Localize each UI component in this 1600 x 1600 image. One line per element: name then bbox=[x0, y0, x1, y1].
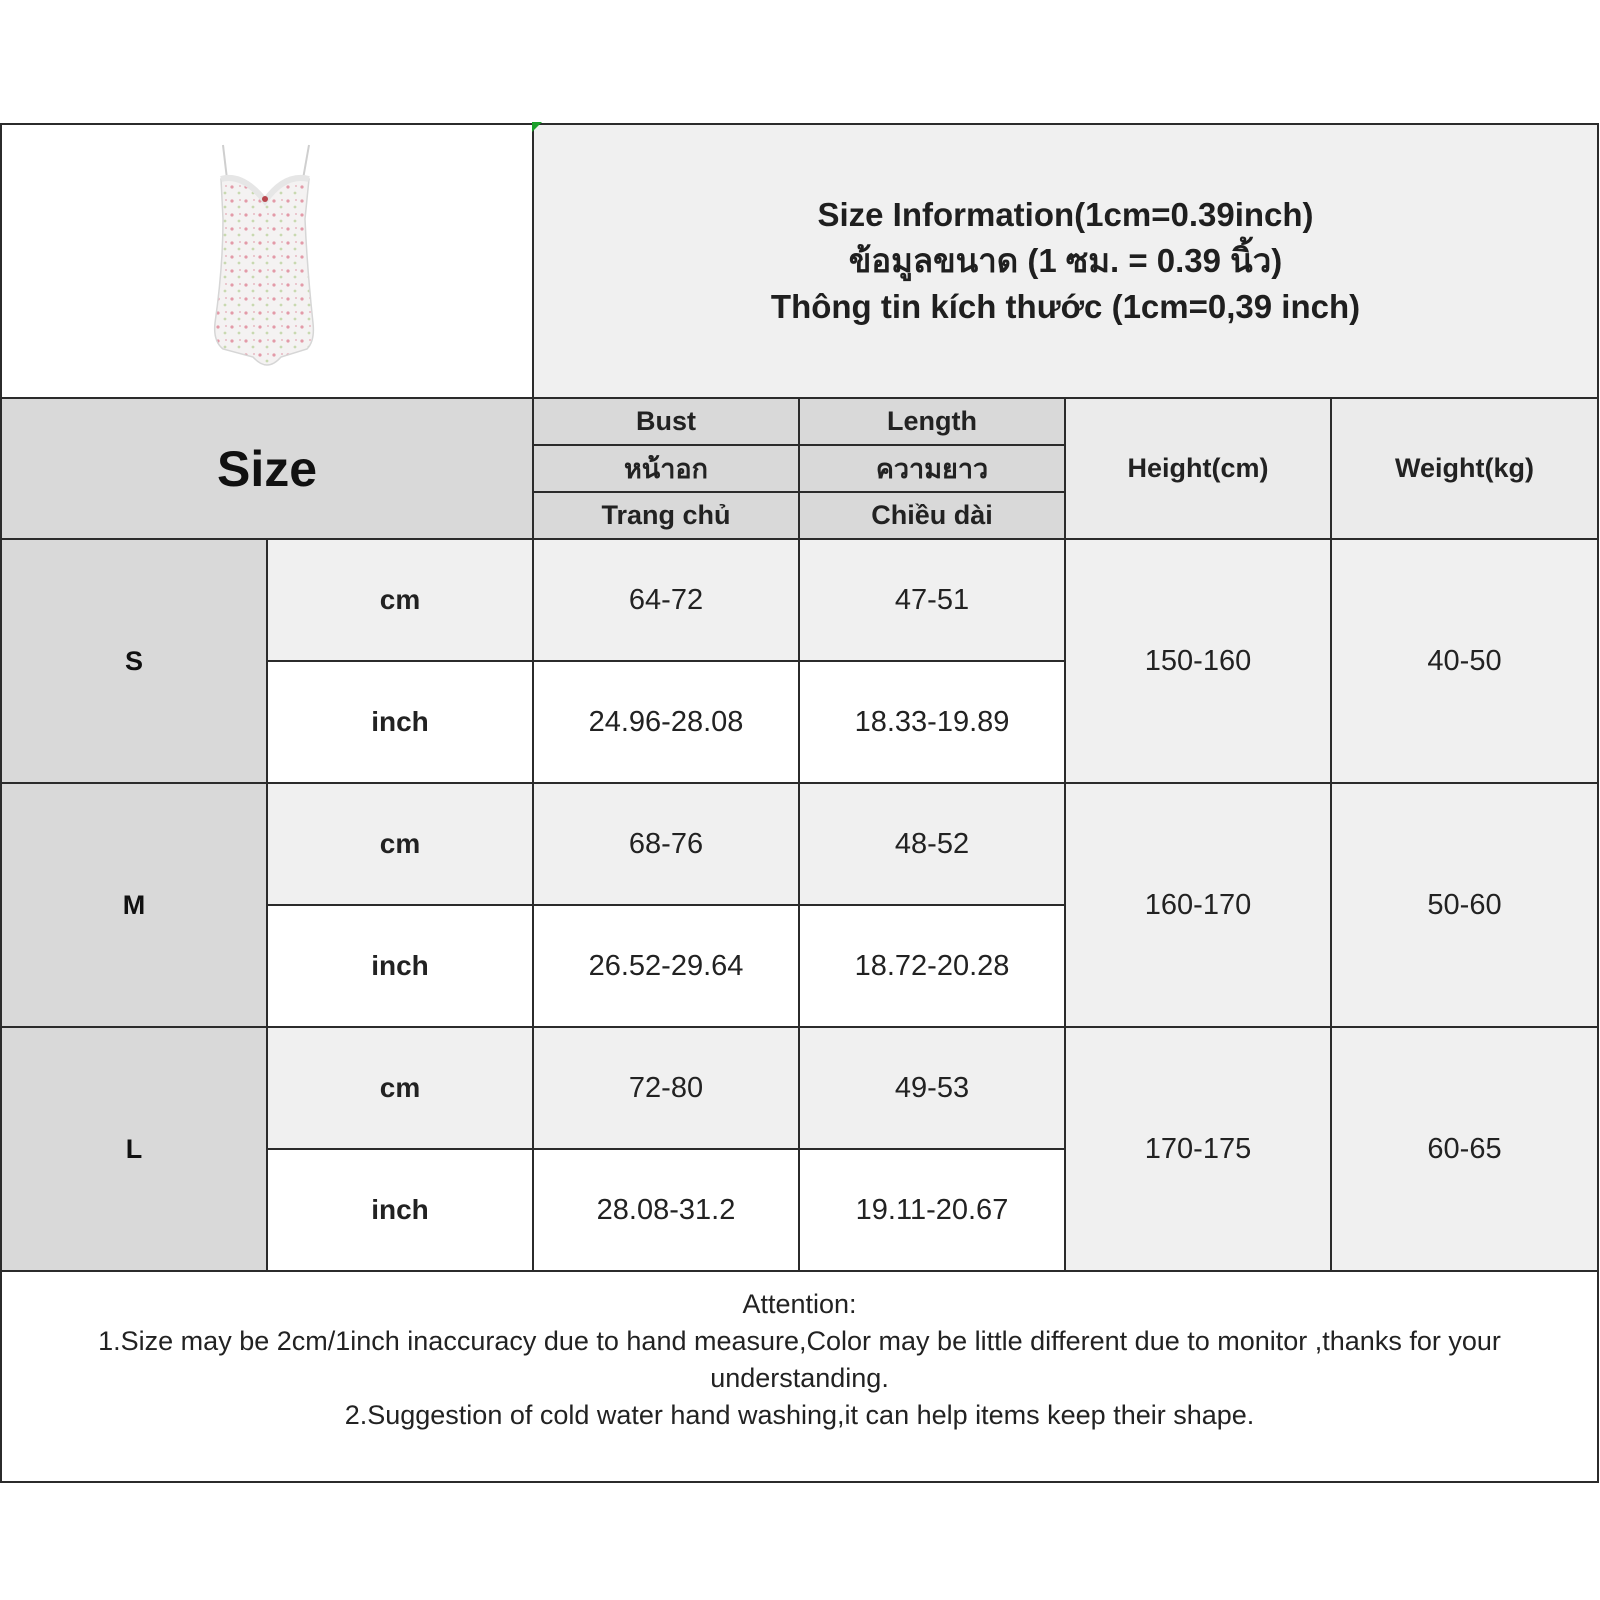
bust-header-th: หน้าอก bbox=[533, 445, 799, 492]
unit-cm: cm bbox=[267, 539, 533, 661]
weight-s: 40-50 bbox=[1331, 539, 1598, 783]
unit-inch: inch bbox=[267, 905, 533, 1027]
product-photo-cell bbox=[1, 124, 533, 398]
length-cm-s: 47-51 bbox=[799, 539, 1065, 661]
note-measurement: 1.Size may be 2cm/1inch inaccuracy due to hand measure,Color may be little different due to monitor ,thanks for your understanding. bbox=[98, 1326, 1501, 1393]
title-english: Size Information(1cm=0.39inch) bbox=[817, 196, 1314, 233]
attention-notes bbox=[1, 1271, 1598, 1482]
attention-heading: Attention: bbox=[742, 1289, 857, 1319]
weight-l: 60-65 bbox=[1331, 1027, 1598, 1271]
bust-header-en: Bust bbox=[533, 398, 799, 445]
height-header: Height(cm) bbox=[1065, 398, 1331, 539]
height-m: 160-170 bbox=[1065, 783, 1331, 1027]
length-header-en: Length bbox=[799, 398, 1065, 445]
size-chart bbox=[0, 123, 1597, 1473]
floral-bodysuit-image bbox=[131, 127, 403, 395]
length-cm-m: 48-52 bbox=[799, 783, 1065, 905]
length-cm-l: 49-53 bbox=[799, 1027, 1065, 1149]
unit-inch: inch bbox=[267, 1149, 533, 1271]
unit-cm: cm bbox=[267, 783, 533, 905]
height-s: 150-160 bbox=[1065, 539, 1331, 783]
size-label-s: S bbox=[1, 539, 267, 783]
bodysuit-icon bbox=[131, 127, 403, 395]
bust-cm-s: 64-72 bbox=[533, 539, 799, 661]
length-inch-l: 19.11-20.67 bbox=[799, 1149, 1065, 1271]
size-header: Size bbox=[1, 398, 533, 539]
bust-header-vi: Trang chủ bbox=[533, 492, 799, 539]
corner-marker bbox=[532, 122, 542, 132]
title-vietnamese: Thông tin kích thước (1cm=0,39 inch) bbox=[770, 288, 1361, 325]
height-l: 170-175 bbox=[1065, 1027, 1331, 1271]
length-inch-s: 18.33-19.89 bbox=[799, 661, 1065, 783]
size-label-l: L bbox=[1, 1027, 267, 1271]
length-header-vi: Chiều dài bbox=[799, 492, 1065, 539]
length-inch-m: 18.72-20.28 bbox=[799, 905, 1065, 1027]
size-table bbox=[0, 123, 1599, 1483]
title-thai: ข้อมูลขนาด (1 ซม. = 0.39 นิ้ว) bbox=[848, 242, 1283, 279]
unit-inch: inch bbox=[267, 661, 533, 783]
size-information-title bbox=[533, 124, 1598, 398]
bust-cm-m: 68-76 bbox=[533, 783, 799, 905]
bust-inch-s: 24.96-28.08 bbox=[533, 661, 799, 783]
size-label-m: M bbox=[1, 783, 267, 1027]
bust-inch-l: 28.08-31.2 bbox=[533, 1149, 799, 1271]
note-washing: 2.Suggestion of cold water hand washing,it can help items keep their shape. bbox=[344, 1400, 1255, 1430]
unit-cm: cm bbox=[267, 1027, 533, 1149]
bust-cm-l: 72-80 bbox=[533, 1027, 799, 1149]
length-header-th: ความยาว bbox=[799, 445, 1065, 492]
bust-inch-m: 26.52-29.64 bbox=[533, 905, 799, 1027]
weight-header: Weight(kg) bbox=[1331, 398, 1598, 539]
weight-m: 50-60 bbox=[1331, 783, 1598, 1027]
